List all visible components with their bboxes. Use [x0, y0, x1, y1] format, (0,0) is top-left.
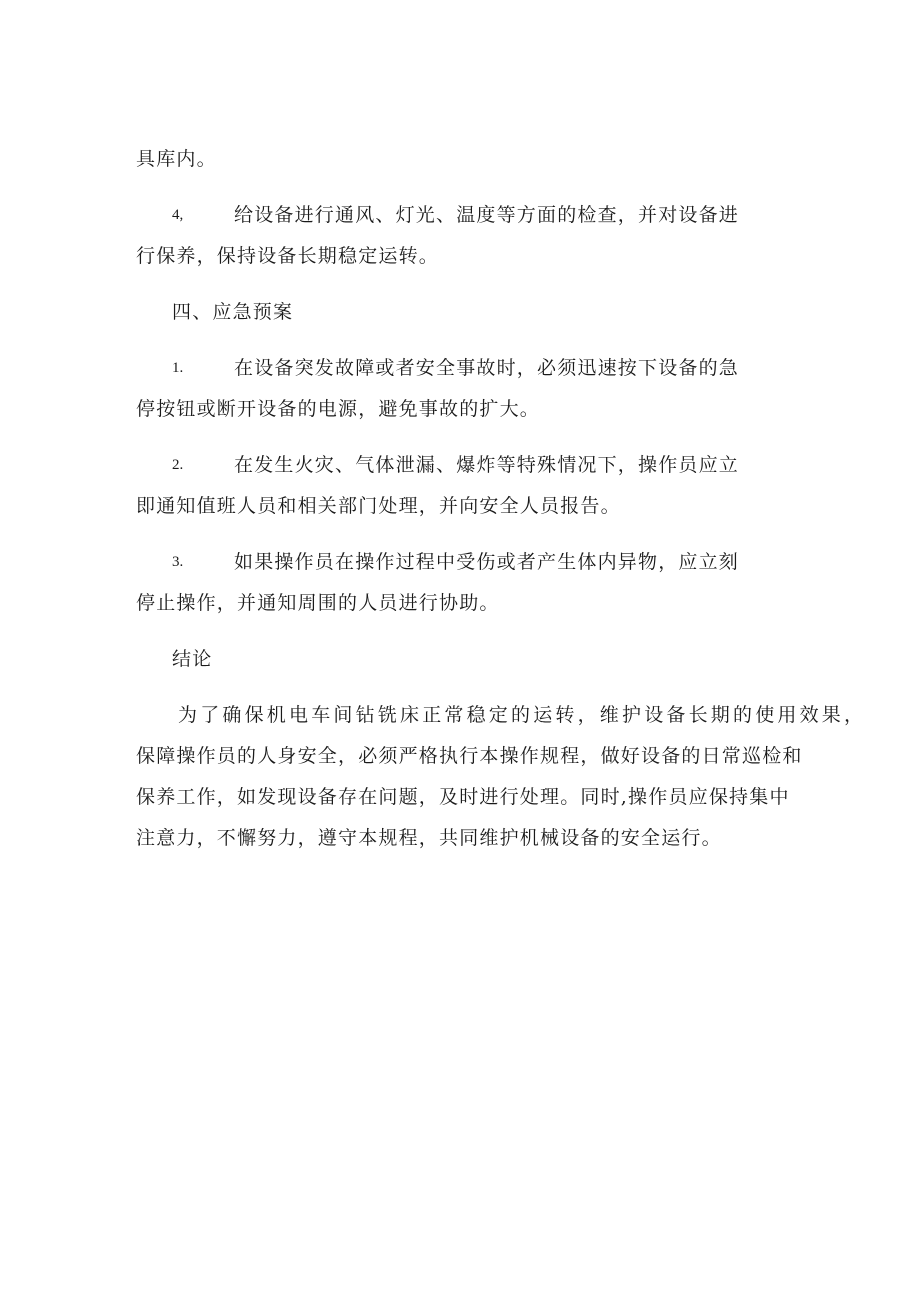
conclusion-line-3: 保养工作，如发现设备存在问题，及时进行处理。同时,操作员应保持集中	[136, 786, 790, 808]
item-1-line-2: 停按钮或断开设备的电源，避免事故的扩大。	[136, 398, 541, 420]
item-1-line-1: 在设备突发故障或者安全事故时，必须迅速按下设备的急	[234, 357, 740, 379]
item-2-line-2: 即通知值班人员和相关部门处理，并向安全人员报告。	[136, 495, 621, 517]
item-3-number: 3.	[172, 554, 184, 570]
item-2-number: 2.	[172, 457, 184, 473]
conclusion-line-2: 保障操作员的人身安全，必须严格执行本操作规程，做好设备的日常巡检和	[136, 745, 803, 767]
item-4-line-2: 行保养，保持设备长期稳定运转。	[136, 245, 440, 267]
conclusion-line-4: 注意力，不懈努力，遵守本规程，共同维护机械设备的安全运行。	[136, 827, 722, 849]
item-4-number: 4,	[172, 207, 184, 223]
fragment-line: 具库内。	[136, 148, 217, 170]
item-3-line-2: 停止操作，并通知周围的人员进行协助。	[136, 592, 500, 614]
item-3-line-1: 如果操作员在操作过程中受伤或者产生体内异物，应立刻	[234, 551, 740, 573]
section-heading: 四、应急预案	[172, 301, 294, 323]
item-2-line-1: 在发生火灾、气体泄漏、爆炸等特殊情况下，操作员应立	[234, 454, 740, 476]
item-4-line-1: 给设备进行通风、灯光、温度等方面的检查，并对设备进	[234, 204, 740, 226]
conclusion-heading: 结论	[172, 648, 213, 670]
item-1-number: 1.	[172, 360, 184, 376]
conclusion-line-1: 为了确保机电车间钻铣床正常稳定的运转，维护设备长期的使用效果，	[178, 704, 867, 726]
